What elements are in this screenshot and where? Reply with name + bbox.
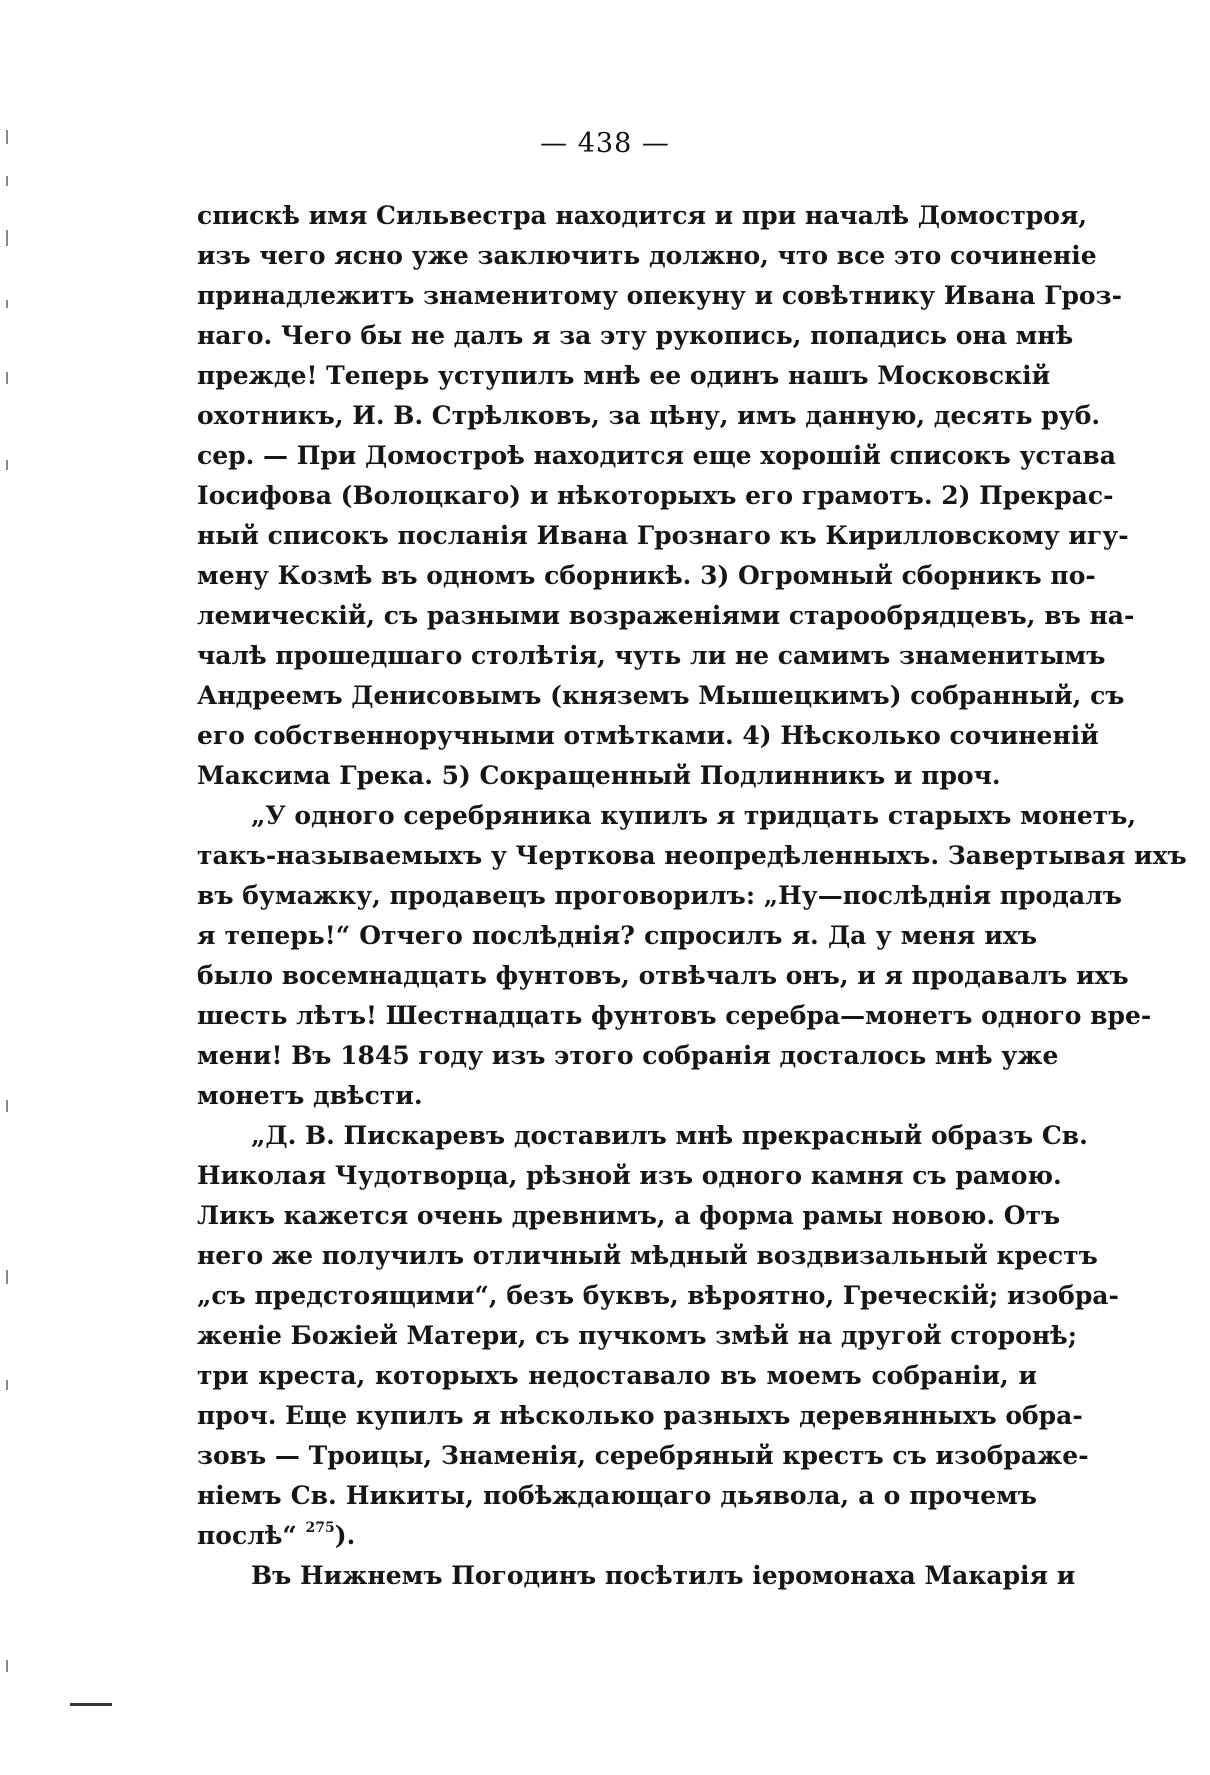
text-line: было восемнадцать фунтовъ, отвѣчалъ онъ, и я продавалъ ихъ bbox=[197, 961, 1129, 990]
text-line: Іосифова (Волоцкаго) и нѣкоторыхъ его грамотъ. 2) Прекрас- bbox=[197, 481, 1114, 510]
scan-dash-mark bbox=[70, 1703, 112, 1706]
paragraph-2 bbox=[197, 796, 1187, 1116]
text-line: монетъ двѣсти. bbox=[197, 1081, 423, 1110]
scan-edge-marks bbox=[0, 0, 40, 1775]
text-line: проч. Еще купилъ я нѣсколько разныхъ деревянныхъ обра- bbox=[197, 1401, 1083, 1430]
text-line: его собственноручными отмѣтками. 4) Нѣсколько сочиненій bbox=[197, 721, 1099, 750]
text-line: наго. Чего бы не далъ я за эту рукопись, попадись она мнѣ bbox=[197, 321, 1074, 350]
text-line: изъ чего ясно уже заключить должно, что все это сочиненіе bbox=[197, 241, 1097, 270]
text-line: спискѣ имя Сильвестра находится и при началѣ Домостроя, bbox=[197, 201, 1088, 230]
text-line: „Д. В. Пискаревъ доставилъ мнѣ прекрасный образъ Св. bbox=[251, 1121, 1088, 1150]
paragraph-3 bbox=[197, 1116, 1119, 1556]
text-line-with-footnote bbox=[197, 1516, 1037, 1556]
text-line: чалѣ прошедшаго столѣтія, чуть ли не самимъ знаменитымъ bbox=[197, 641, 1106, 670]
text-line: я теперь!“ Отчего послѣднія? спросилъ я. Да у меня ихъ bbox=[197, 921, 1037, 950]
text-line: женіе Божіей Матери, съ пучкомъ змѣй на другой сторонѣ; bbox=[197, 1321, 1077, 1350]
text-line: сер. — При Домостроѣ находится еще хорошій списокъ устава bbox=[197, 441, 1116, 470]
text-line: мену Козмѣ въ одномъ сборникѣ. 3) Огромный сборникъ по- bbox=[197, 561, 1096, 590]
text-line: принадлежитъ знаменитому опекуну и совѣтнику Ивана Гроз- bbox=[197, 281, 1122, 310]
text-line: „съ предстоящими“, безъ буквъ, вѣроятно, Греческій; изобра- bbox=[197, 1281, 1119, 1310]
paragraph-1 bbox=[197, 196, 1135, 796]
text-fragment: ). bbox=[334, 1521, 356, 1550]
text-line: Андреемъ Денисовымъ (княземъ Мышецкимъ) собранный, съ bbox=[197, 681, 1125, 710]
text-line: Ликъ кажется очень древнимъ, а форма рамы новою. Отъ bbox=[197, 1201, 1061, 1230]
body-text bbox=[197, 196, 1187, 1596]
text-fragment: послѣ“ bbox=[197, 1521, 297, 1550]
text-line: Николая Чудотворца, рѣзной изъ одного камня съ рамою. bbox=[197, 1161, 1062, 1190]
text-line: лемическій, съ разными возраженіями старообрядцевъ, въ на- bbox=[197, 601, 1135, 630]
text-line: въ бумажку, продавецъ проговорилъ: „Ну—послѣднія продалъ bbox=[197, 881, 1122, 910]
page-number: — 438 — bbox=[540, 128, 670, 159]
text-line: Въ Нижнемъ Погодинъ посѣтилъ іеромонаха Макарія и bbox=[251, 1561, 1076, 1590]
text-line: шесть лѣтъ! Шестнадцать фунтовъ серебра—монетъ одного вре- bbox=[197, 1001, 1152, 1030]
text-line: мени! Въ 1845 году изъ этого собранія досталось мнѣ уже bbox=[197, 1041, 1059, 1070]
text-line: ніемъ Св. Никиты, побѣждающаго дьявола, а о прочемъ bbox=[197, 1481, 1037, 1510]
text-line: три креста, которыхъ недоставало въ моемъ собраніи, и bbox=[197, 1361, 1037, 1390]
footnote-reference[interactable]: 275 bbox=[305, 1520, 335, 1536]
text-line: прежде! Теперь уступилъ мнѣ ее одинъ нашъ Московскій bbox=[197, 361, 1051, 390]
text-line: „У одного серебряника купилъ я тридцать старыхъ монетъ, bbox=[251, 801, 1137, 830]
text-line: такъ-называемыхъ у Черткова неопредѣленныхъ. Завертывая ихъ bbox=[197, 841, 1187, 870]
text-line: него же получилъ отличный мѣдный воздвизальный крестъ bbox=[197, 1241, 1098, 1270]
text-line: Максима Грека. 5) Сокращенный Подлинникъ и проч. bbox=[197, 761, 1001, 790]
text-line: зовъ — Троицы, Знаменія, серебряный крестъ съ изображе- bbox=[197, 1441, 1089, 1470]
paragraph-4 bbox=[197, 1556, 1076, 1596]
text-line: охотникъ, И. В. Стрѣлковъ, за цѣну, имъ данную, десять руб. bbox=[197, 401, 1101, 430]
text-line: ный списокъ посланія Ивана Грознаго къ Кирилловскому игу- bbox=[197, 521, 1129, 550]
